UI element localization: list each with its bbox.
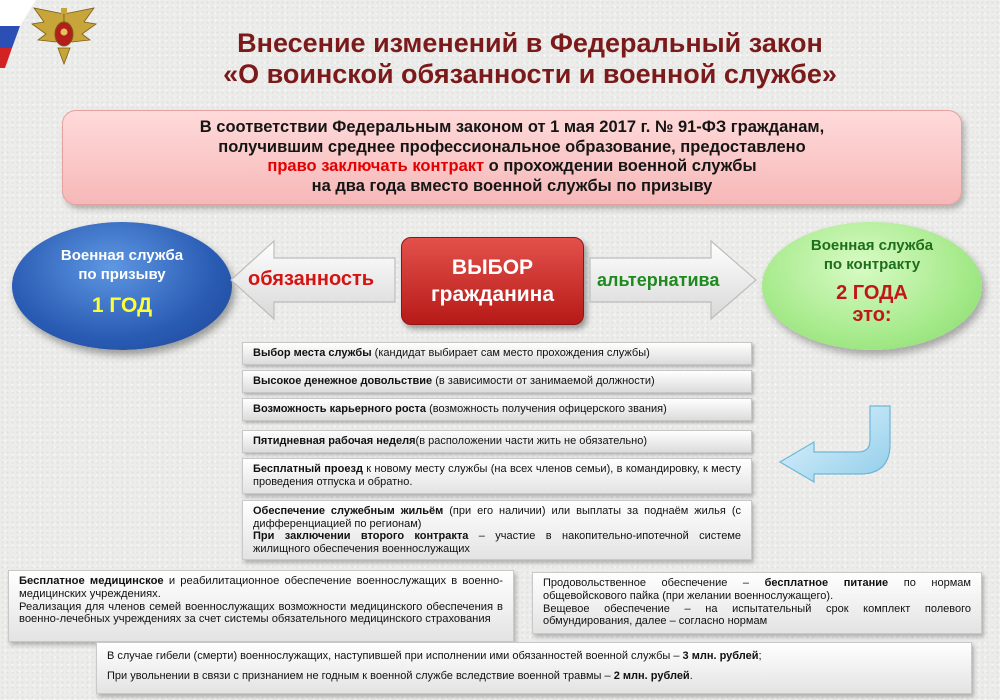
contract-label-2: по контракту [823, 256, 921, 273]
benefit-title: Высокое денежное довольствие [253, 375, 433, 387]
housing-text: (при его наличии) или выплаты за поднаём жилья (с дифференциацией по регионам) [253, 505, 741, 530]
duty-label: обязанность [248, 268, 375, 290]
payouts-box [96, 642, 972, 694]
payout-death-end: ; [758, 650, 762, 662]
alternative-arrow [587, 238, 759, 322]
intro-line-4: на два года вместо военной службы по призыву [311, 176, 713, 195]
intro-box [62, 110, 962, 205]
payout-death [107, 646, 961, 666]
food-text-a: Продовольственное обеспечение – [543, 577, 765, 589]
intro-line-1: В соответствии Федеральным законом от 1 мая 2017 г. № 91-ФЗ гражданам, [199, 118, 825, 136]
choice-line-1: ВЫБОР [451, 256, 534, 279]
intro-line-3 [63, 157, 961, 177]
title-line-1: Внесение изменений в Федеральный закон [237, 28, 823, 58]
housing-second-contract-text: – участие в накопительно-ипотечной системе жилищного обеспечения военнослужащих [253, 530, 742, 555]
benefit-title: Выбор места службы [253, 347, 372, 359]
duty-arrow [228, 238, 398, 322]
benefit-title: Пятидневная рабочая неделя [253, 435, 416, 447]
contract-label-1: Военная служба [810, 237, 934, 254]
travel-title: Бесплатный проезд [253, 463, 363, 475]
contract-oval [762, 222, 982, 350]
benefit-item [242, 430, 752, 453]
benefit-note: (в расположении части жить не обязательно) [415, 435, 647, 447]
medical-box [8, 570, 514, 642]
supply-box [532, 572, 982, 634]
payout-injury-text: При увольнении в связи с признанием не годным к военной службе вследствие военной травмы – [107, 670, 614, 682]
clothing-text: Вещевое обеспечение – на испытательный срок комплект полевого обмундирования, далее – согласно нормам [543, 602, 971, 628]
contract-term: 2 ГОДА [836, 282, 908, 304]
conscription-label-1: Военная служба [60, 247, 184, 264]
housing-box [242, 500, 752, 560]
food-text-b: по нормам общевойскового пайка (при желании военнослужащего). [543, 577, 971, 602]
benefit-title: Возможность карьерного роста [253, 403, 427, 415]
citizen-choice-box [401, 237, 584, 325]
medical-text: и реабилитационное обеспечение военнослужащих в военно-медицинских учреждениях. [19, 575, 503, 600]
medical-family-text: Реализация для членов семей военнослужащих возможности медицинского обеспечения в военно-лечебных учреждениях за счет системы обязательного медицинского страхования [19, 600, 503, 626]
travel-box [242, 458, 752, 494]
payout-injury-amount: 2 млн. рублей [613, 670, 690, 682]
housing-title: Обеспечение служебным жильём [253, 505, 444, 517]
conscription-label-2: по призыву [78, 266, 166, 283]
alternative-label: альтернатива [597, 270, 720, 290]
food-title: бесплатное питание [764, 577, 889, 589]
medical-title: Бесплатное медицинское [19, 575, 164, 587]
army-emblem-icon [24, 4, 104, 68]
payout-injury [107, 666, 961, 686]
intro-line-2: получившим среднее профессиональное образование, предоставлено [218, 137, 806, 156]
benefit-note: (в зависимости от занимаемой должности) [432, 375, 655, 387]
benefit-item [242, 370, 752, 393]
title-line-2: «О воинской обязанности и военной службе» [223, 59, 837, 89]
bent-arrow-icon [778, 404, 896, 484]
payout-injury-end: . [689, 670, 693, 682]
housing-second-contract-title: При заключении второго контракта [253, 530, 469, 542]
page-title [120, 28, 940, 90]
benefit-note: (возможность получения офицерского звания) [426, 403, 667, 415]
travel-text: к новому месту службы (на всех членов семьи), в командировку, к месту проведения отпуска и обратно. [253, 463, 742, 488]
contract-suffix: это: [852, 304, 892, 326]
benefit-item [242, 342, 752, 365]
intro-line-3-rest: о прохождении военной службы [484, 157, 757, 175]
intro-highlight: право заключать контракт [267, 157, 485, 175]
conscription-oval [12, 222, 232, 350]
choice-line-2: гражданина [430, 283, 555, 306]
benefit-note: (кандидат выбирает сам место прохождения службы) [371, 347, 650, 359]
conscription-term: 1 ГОД [91, 294, 153, 317]
payout-death-text: В случае гибели (смерти) военнослужащих, наступившей при исполнении ими обязанностей военной службы – [107, 650, 683, 662]
benefit-item [242, 398, 752, 421]
payout-death-amount: 3 млн. рублей [682, 650, 759, 662]
